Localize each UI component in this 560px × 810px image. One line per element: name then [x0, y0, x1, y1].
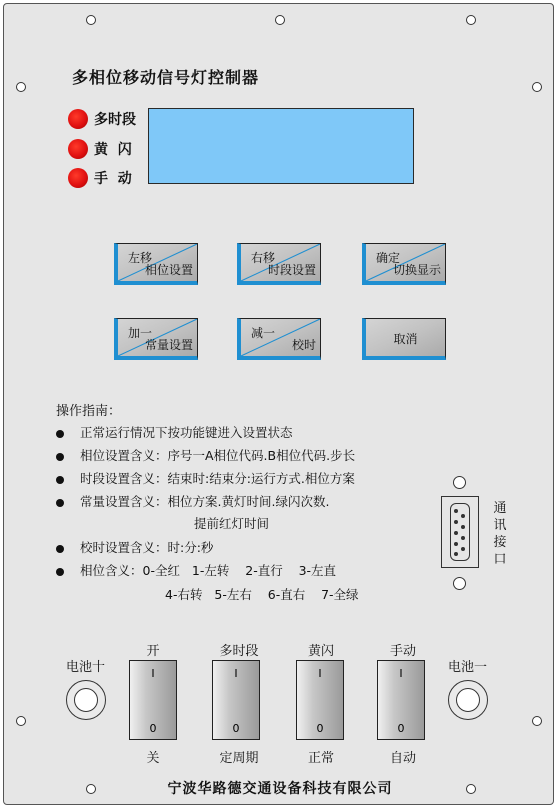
comm-port-screw-top [453, 476, 466, 489]
guide-text: 校时设置含义：时:分:秒 [80, 540, 214, 555]
bullet-icon [56, 545, 64, 553]
pin [461, 525, 465, 529]
switch-power-bottom-label: 关 [146, 751, 160, 766]
battery-plus-label: 电池十 [66, 660, 106, 675]
serial-port-connector [450, 503, 470, 561]
switch-off-mark: 0 [149, 722, 157, 735]
switch-manual-bottom-label: 自动 [389, 751, 416, 766]
guide-item [56, 492, 329, 510]
switch-yellow-flash-top-label: 黄闪 [307, 644, 334, 659]
bullet-icon [56, 476, 64, 484]
battery-minus-terminal[interactable] [448, 680, 488, 720]
bullet-icon [56, 453, 64, 461]
switch-multi-period-bottom-label: 定周期 [219, 751, 259, 766]
guide-text: 相位设置含义：序号一A相位代码.B相位代码.步长 [80, 448, 356, 463]
terminal-icon [74, 688, 98, 712]
switch-yellow-flash-bottom-label: 正常 [307, 751, 334, 766]
indicator-label: 黄 闪 [94, 142, 132, 158]
guide-item [56, 423, 293, 441]
indicator-yellow-flash [68, 139, 132, 159]
guide-item [56, 561, 336, 579]
screw-left-lower [16, 716, 26, 726]
led-icon [68, 168, 88, 188]
indicator-label: 手 动 [94, 171, 132, 187]
button-bottom-label: 切换显示 [392, 263, 441, 277]
screw-top-right [466, 15, 476, 25]
switch-power-top-label: 开 [146, 644, 160, 659]
pin [461, 547, 465, 551]
serial-port-icon[interactable] [441, 496, 479, 568]
pin [454, 531, 458, 535]
switch-on-mark: I [399, 667, 403, 680]
indicator-multi-period [68, 109, 136, 129]
button-top-label: 加一 [128, 326, 153, 340]
button-label: 取消 [393, 332, 418, 346]
plus-one-button[interactable] [114, 318, 198, 360]
guide-title: 操作指南： [56, 404, 122, 419]
switch-on-mark: I [234, 667, 238, 680]
button-top-label: 确定 [376, 251, 401, 265]
power-switch[interactable] [129, 660, 177, 740]
minus-one-button[interactable] [237, 318, 321, 360]
screw-left-upper [16, 82, 26, 92]
guide-text: 常量设置含义：相位方案.黄灯时间.绿闪次数. [80, 494, 330, 509]
bullet-icon [56, 430, 64, 438]
screw-right-upper [532, 82, 542, 92]
confirm-button[interactable] [362, 243, 446, 285]
switch-manual-top-label: 手动 [389, 644, 416, 659]
button-top-label: 右移 [251, 251, 276, 265]
yellow-flash-switch[interactable] [296, 660, 344, 740]
button-bottom-label: 校时 [291, 338, 316, 352]
screw-right-lower [532, 716, 542, 726]
guide-text: 正常运行情况下按功能键进入设置状态 [80, 425, 293, 440]
guide-text: 相位含义：0-全红 1-左转 2-直行 3-左直 [80, 563, 337, 578]
comm-label-char: 接 [493, 535, 507, 550]
pin [454, 520, 458, 524]
indicator-manual [68, 168, 132, 188]
right-move-button[interactable] [237, 243, 321, 285]
button-bottom-label: 常量设置 [144, 338, 193, 352]
led-icon [68, 109, 88, 129]
screw-top-center [275, 15, 285, 25]
guide-text: 时段设置含义：结束时:结束分:运行方式.相位方案 [80, 471, 355, 486]
comm-label-char: 通 [493, 501, 507, 516]
comm-label-char: 口 [493, 552, 507, 567]
guide-item [56, 446, 355, 464]
guide-text-continuation: 提前红灯时间 [194, 516, 270, 531]
screw-top-left [86, 15, 96, 25]
led-icon [68, 139, 88, 159]
terminal-icon [456, 688, 480, 712]
cancel-button[interactable] [362, 318, 446, 360]
company-name: 宁波华路德交通设备科技有限公司 [167, 781, 393, 797]
comm-port-screw-bottom [453, 577, 466, 590]
switch-on-mark: I [151, 667, 155, 680]
battery-minus-label: 电池一 [448, 660, 488, 675]
bullet-icon [56, 499, 64, 507]
pin [461, 514, 465, 518]
comm-label-char: 讯 [493, 518, 507, 533]
button-bottom-label: 时段设置 [267, 263, 316, 277]
guide-item [56, 538, 213, 556]
guide-text-continuation: 4-右转 5-左右 6-直右 7-全绿 [165, 587, 359, 602]
indicator-label: 多时段 [94, 112, 136, 128]
switch-off-mark: 0 [232, 722, 240, 735]
button-top-label: 左移 [128, 251, 153, 265]
button-top-label: 减一 [251, 326, 276, 340]
multi-period-switch[interactable] [212, 660, 260, 740]
pin [454, 509, 458, 513]
pin [454, 542, 458, 546]
panel-title: 多相位移动信号灯控制器 [72, 68, 260, 87]
pin [461, 536, 465, 540]
pin [454, 552, 458, 556]
battery-plus-terminal[interactable] [66, 680, 106, 720]
switch-on-mark: I [318, 667, 322, 680]
comm-port-label [493, 500, 507, 568]
switch-off-mark: 0 [316, 722, 324, 735]
button-bottom-label: 相位设置 [144, 263, 193, 277]
guide-item [56, 469, 355, 487]
switch-multi-period-top-label: 多时段 [219, 644, 259, 659]
manual-switch[interactable] [377, 660, 425, 740]
lcd-display [148, 108, 414, 184]
bullet-icon [56, 568, 64, 576]
left-move-button[interactable] [114, 243, 198, 285]
switch-off-mark: 0 [397, 722, 405, 735]
